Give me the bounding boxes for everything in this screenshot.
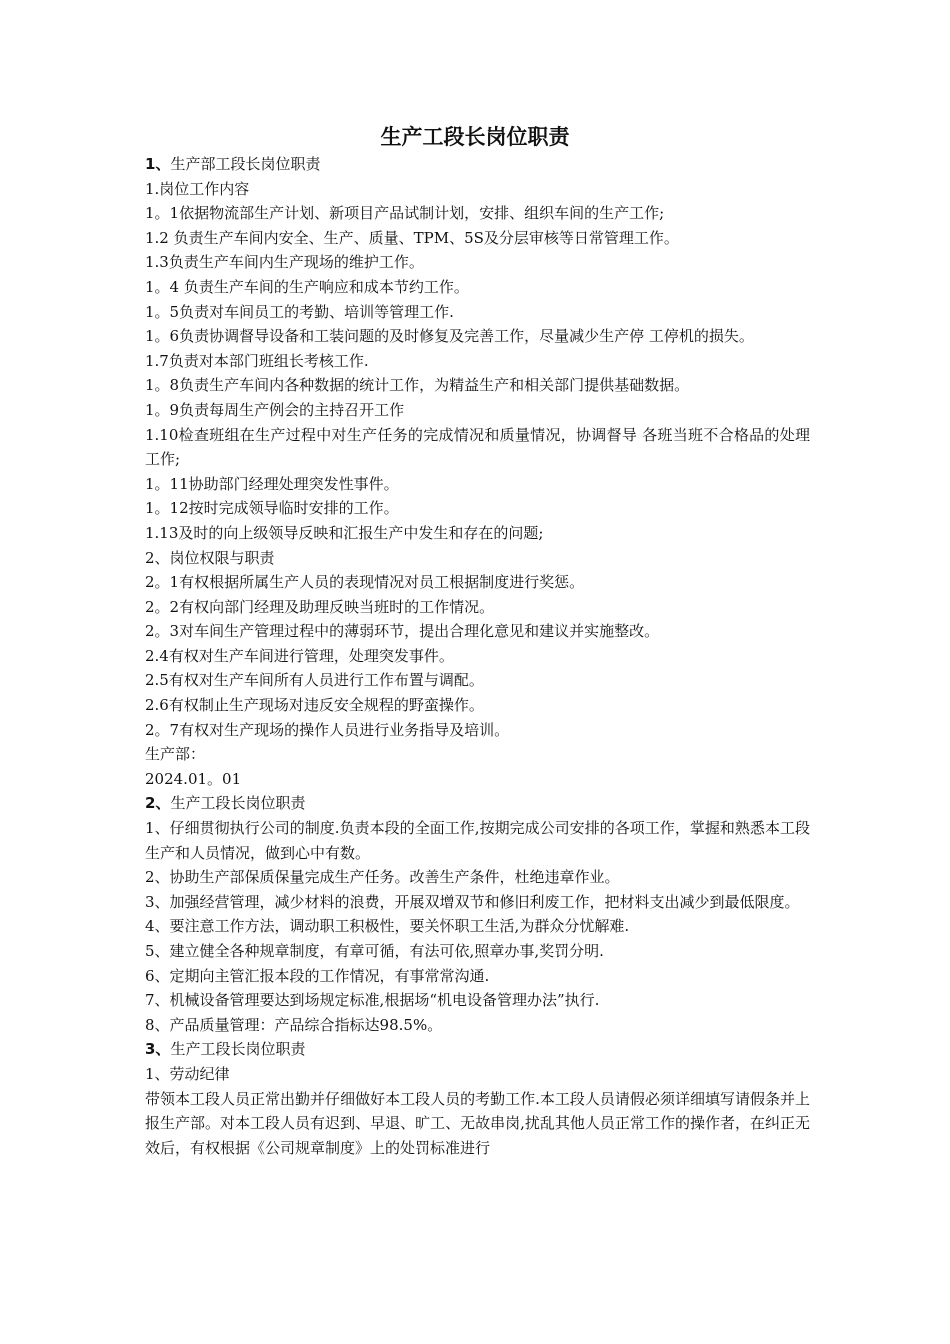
list-item: 1。9负责每周生产例会的主持召开工作 bbox=[145, 400, 405, 419]
list-item: 2。7有权对生产现场的操作人员进行业务指导及培训。 bbox=[145, 720, 510, 739]
list-item: 1.10检查班组在生产过程中对生产任务的完成情况和质量情况，协调督导 各班当班不合格品的处理工作; bbox=[145, 425, 810, 469]
list-item: 2.6有权制止生产现场对违反安全规程的野蛮操作。 bbox=[145, 696, 484, 715]
list-item: 1.3负责生产车间内生产现场的维护工作。 bbox=[145, 253, 424, 272]
list-item: 8、产品质量管理：产品综合指标达98.5%。 bbox=[145, 1015, 443, 1034]
list-item: 3、加强经营管理，减少材料的浪费，开展双增双节和修旧利废工作，把材料支出减少到最低限度。 bbox=[145, 892, 800, 911]
list-item: 1。8负责生产车间内各种数据的统计工作，为精益生产和相关部门提供基础数据。 bbox=[145, 376, 690, 395]
section-number: 1、 bbox=[145, 155, 171, 173]
list-item: 5、建立健全各种规章制度，有章可循，有法可依,照章办事,奖罚分明. bbox=[145, 942, 604, 960]
subheading: 1.岗位工作内容 bbox=[145, 179, 250, 198]
paragraph: 带领本工段人员正常出勤并仔细做好本工段人员的考勤工作.本工段人员请假必须详细填写请假条并上报生产部。对本工段人员有迟到、早退、旷工、无故串岗,扰乱其他人员正常工作的操作者，在纠正无效后，有权根据《公司规章制度》上的处罚标准进行 bbox=[145, 1089, 810, 1157]
list-item: 1。4 负责生产车间的生产响应和成本节约工作。 bbox=[145, 277, 469, 296]
subheading: 1、劳动纪律 bbox=[145, 1064, 230, 1083]
list-item: 1。11协助部门经理处理突发性事件。 bbox=[145, 474, 399, 493]
signature-label: 生产部： bbox=[145, 745, 206, 764]
list-item: 1。6负责协调督导设备和工装问题的及时修复及完善工作，尽量减少生产停 工停机的损失。 bbox=[145, 327, 754, 346]
list-item: 4、要注意工作方法，调动职工积极性，要关怀职工生活,为群众分忧解难. bbox=[145, 917, 630, 936]
section-heading-text: 生产工段长岗位职责 bbox=[170, 794, 306, 813]
list-item: 2.4有权对生产车间进行管理，处理突发事件。 bbox=[145, 646, 454, 665]
section-3-heading bbox=[145, 1037, 810, 1062]
list-item: 1.7负责对本部门班组长考核工作. bbox=[145, 351, 369, 370]
list-item: 6、定期向主管汇报本段的工作情况，有事常常沟通. bbox=[145, 966, 490, 985]
subheading: 2、岗位权限与职责 bbox=[145, 548, 275, 567]
list-item: 1.2 负责生产车间内安全、生产、质量、TPM、5S及分层审核等日常管理工作。 bbox=[145, 228, 679, 247]
section-1-heading bbox=[145, 152, 810, 177]
list-item: 1.13及时的向上级领导反映和汇报生产中发生和存在的问题; bbox=[145, 523, 544, 542]
list-item: 1、仔细贯彻执行公司的制度.负责本段的全面工作,按期完成公司安排的各项工作，掌握和熟悉本工段生产和人员情况，做到心中有数。 bbox=[145, 819, 810, 862]
list-item: 1。12按时完成领导临时安排的工作。 bbox=[145, 499, 399, 518]
section-number: 2、 bbox=[145, 794, 171, 813]
list-item: 7、机械设备管理要达到场规定标准,根据场“机电设备管理办法”执行. bbox=[145, 991, 600, 1010]
list-item: 2、协助生产部保质保量完成生产任务。改善生产条件，杜绝违章作业。 bbox=[145, 868, 620, 887]
list-item: 2。3对车间生产管理过程中的薄弱环节，提出合理化意见和建议并实施整改。 bbox=[145, 622, 660, 641]
section-heading-text: 生产工段长岗位职责 bbox=[170, 1040, 306, 1059]
list-item: 2.5有权对生产车间所有人员进行工作布置与调配。 bbox=[145, 671, 484, 690]
list-item: 1。1依据物流部生产计划、新项目产品试制计划，安排、组织车间的生产工作; bbox=[145, 204, 665, 223]
list-item: 2。2有权向部门经理及助理反映当班时的工作情况。 bbox=[145, 597, 495, 616]
document-body bbox=[145, 152, 810, 1160]
section-heading-text: 生产部工段长岗位职责 bbox=[170, 155, 321, 173]
page-title: 生产工段长岗位职责 bbox=[380, 125, 570, 149]
list-item: 2。1有权根据所属生产人员的表现情况对员工根据制度进行奖惩。 bbox=[145, 573, 585, 592]
section-number: 3、 bbox=[145, 1040, 171, 1059]
date-text: 2024.01。01 bbox=[145, 769, 242, 788]
section-2-heading bbox=[145, 791, 810, 816]
list-item: 1。5负责对车间员工的考勤、培训等管理工作. bbox=[145, 302, 454, 321]
